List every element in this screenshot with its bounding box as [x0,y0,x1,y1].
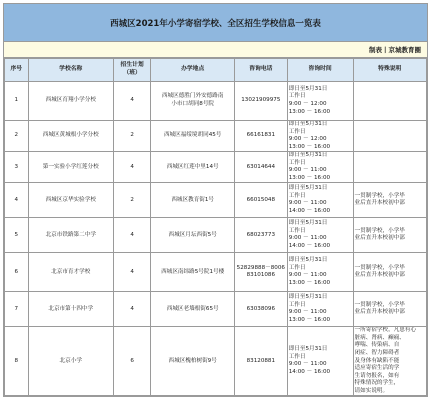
cell-hours-line: 即日至5月31日 [288,185,328,192]
cell-note-line: 哮喘、传染病、自 [354,342,400,349]
header-hours: 咨询时间 [287,59,353,82]
cell-note [353,218,426,253]
cell-school: 北京小学 [28,327,113,396]
cell-note-line: 及身体有缺陷不能 [354,357,400,364]
cell-note [353,253,426,292]
cell-school: 第一实验小学红莲分校 [28,152,113,183]
cell-hours-line: 即日至5月31日 [288,85,328,92]
cell-hours-line: 9:00 － 11:00 [288,200,327,207]
cell-hours [287,121,353,152]
cell-hours-line: 9:00 － 12:00 [288,101,327,107]
cell-hours [287,253,353,292]
cell-phone-line: 66015048 [246,196,276,203]
table-title: 西城区2021年小学寄宿学校、全区招生学校信息一览表 [110,18,321,29]
cell-hours-line: 13:00 － 16:00 [288,279,331,286]
cell-plan: 4 [113,218,151,253]
cell-hours-line: 9:00 － 12:00 [288,136,327,143]
admissions-table [4,58,427,396]
cell-hours-line: 即日至5月31日 [288,257,328,264]
table-credit: 制表丨京城教育圈 [369,46,421,54]
cell-hours-line: 13:00 － 16:00 [288,143,331,150]
table-title-bar [4,4,427,42]
cell-phone [234,183,287,218]
cell-hours [287,327,353,396]
cell-phone [234,292,287,327]
header-plan: 招生计划（班） [113,59,151,82]
cell-location-line: 西城区槐柏树街9号 [168,357,217,364]
cell-hours-line: 工作日 [288,192,306,199]
cell-school: 北京市铁路第二中学 [28,218,113,253]
cell-note-line: 一贯制学校，小学毕 [354,192,405,199]
cell-no: 6 [5,253,29,292]
cell-no: 5 [5,218,29,253]
cell-note-line: 业后直升本校初中部 [354,309,405,316]
cell-no: 1 [5,82,29,121]
table-header-row [5,59,427,82]
cell-location-line: 小市口胡同8号院 [171,101,215,107]
cell-plan: 4 [113,253,151,292]
cell-note [353,292,426,327]
table-row [5,292,427,327]
cell-hours-line: 工作日 [288,301,306,308]
cell-hours-line: 13:00 － 16:00 [288,316,331,323]
cell-phone [234,218,287,253]
cell-hours-line: 14:00 － 16:00 [288,207,331,214]
cell-hours-line: 即日至5月31日 [288,220,328,227]
cell-phone-line: 63014644 [246,163,276,170]
cell-note-line: 适应寄宿生活的学 [354,365,400,372]
cell-school: 北京市第十四中学 [28,292,113,327]
cell-location [151,218,235,253]
cell-hours-line: 工作日 [288,93,306,100]
cell-school: 西城区育翔小学分校 [28,82,113,121]
cell-phone-line: 83120881 [246,357,276,364]
table-body [5,82,427,396]
cell-hours-line: 工作日 [288,227,306,234]
cell-no: 3 [5,152,29,183]
cell-plan: 4 [113,292,151,327]
cell-note-line: 一贯制学校，小学毕 [354,264,405,271]
cell-hours [287,218,353,253]
table-row [5,183,427,218]
cell-phone-line: 63038096 [246,305,276,312]
cell-hours-line: 工作日 [288,264,306,271]
cell-note-line: 生请勿报名，如有 [354,372,400,379]
cell-phone-line: 68023773 [246,231,276,238]
cell-hours [287,152,353,183]
cell-note-line: 特殊情况的学生， [354,380,400,387]
cell-hours-line: 13:00 － 16:00 [288,108,331,115]
cell-note-line: 脏病、肾病、癫痫、 [354,334,405,341]
cell-hours [287,183,353,218]
cell-hours-line: 13:00 － 16:00 [288,174,331,181]
cell-note [353,152,426,183]
header-school: 学校名称 [28,59,113,82]
cell-location [151,121,235,152]
cell-phone [234,327,287,396]
header-no: 序号 [5,59,29,82]
cell-school: 北京市育才学校 [28,253,113,292]
cell-phone-line: 83101086 [246,272,276,279]
cell-hours-line: 9:00 － 11:00 [288,361,327,368]
table-row [5,327,427,396]
cell-hours-line: 14:00 － 16:00 [288,242,331,249]
cell-hours-line: 9:00 － 11:00 [288,272,327,279]
cell-note [353,82,426,121]
cell-hours-line: 工作日 [288,128,306,135]
cell-hours-line: 9:00 － 11:00 [288,167,327,174]
cell-plan: 6 [113,327,151,396]
cell-hours-line: 工作日 [288,159,306,166]
cell-note-line: 请如实说明。 [354,387,389,394]
cell-phone [234,152,287,183]
cell-school: 西城区黄城根小学分校 [28,121,113,152]
cell-no: 4 [5,183,29,218]
cell-hours-line: 9:00 － 11:00 [288,309,327,316]
cell-note-line: 业后直升本校初中部 [354,200,405,207]
credit-bar [4,42,427,58]
cell-hours [287,82,353,121]
table-row [5,253,427,292]
cell-location-line: 西城区南纬路5号院1号楼 [161,268,225,275]
cell-phone [234,253,287,292]
cell-location [151,152,235,183]
cell-no: 8 [5,327,29,396]
cell-phone-line: 52829888－8006 [236,264,285,271]
table-row [5,121,427,152]
cell-location-line: 西城区福绥境胡同45号 [163,132,222,139]
cell-note-line: 业后直升本校初中部 [354,272,405,279]
cell-location [151,183,235,218]
table-row [5,82,427,121]
cell-phone-line: 13021909975 [241,97,281,104]
cell-no: 2 [5,121,29,152]
cell-note [353,121,426,152]
cell-location [151,327,235,396]
cell-location-line: 西城区红莲中里14号 [166,163,219,170]
cell-note [353,183,426,218]
cell-hours-line: 即日至5月31日 [288,294,328,301]
cell-note-line: 闭症、智力障碍者 [354,350,400,357]
cell-hours-line: 9:00 － 11:00 [288,235,327,242]
cell-hours-line: 即日至5月31日 [288,152,328,159]
cell-note-line: 一所寄宿学校，凡患有心 [354,327,417,334]
cell-location [151,82,235,121]
cell-no: 7 [5,292,29,327]
cell-hours-line: 14:00 － 16:00 [288,368,331,375]
cell-school: 西城区京华实验学校 [28,183,113,218]
cell-location-line: 西城区老墙根街65号 [166,305,219,312]
cell-note-line: 一贯制学校，小学毕 [354,227,405,234]
cell-hours [287,292,353,327]
cell-plan: 2 [113,121,151,152]
cell-plan: 4 [113,152,151,183]
cell-phone [234,82,287,121]
table-row [5,152,427,183]
cell-note-line: 一贯制学校，小学毕 [354,301,405,308]
cell-note [353,327,426,396]
header-location: 办学地点 [151,59,235,82]
cell-hours-line: 即日至5月31日 [288,121,328,127]
cell-plan: 4 [113,82,151,121]
header-note: 特殊说明 [353,59,426,82]
cell-location [151,253,235,292]
cell-location [151,292,235,327]
cell-location-line: 西城区教育街1号 [171,196,215,203]
cell-plan: 2 [113,183,151,218]
cell-phone [234,121,287,152]
cell-hours-line: 工作日 [288,353,306,360]
cell-location-line: 西城区德胜门外安德路南 [161,93,224,100]
cell-hours-line: 即日至5月31日 [288,346,328,353]
header-phone: 咨询电话 [234,59,287,82]
cell-phone-line: 66161831 [246,132,276,139]
admissions-info-sheet [3,3,428,397]
table-row [5,218,427,253]
cell-note-line: 业后直升本校初中部 [354,235,405,242]
cell-location-line: 西城区月坛西街5号 [168,231,217,238]
